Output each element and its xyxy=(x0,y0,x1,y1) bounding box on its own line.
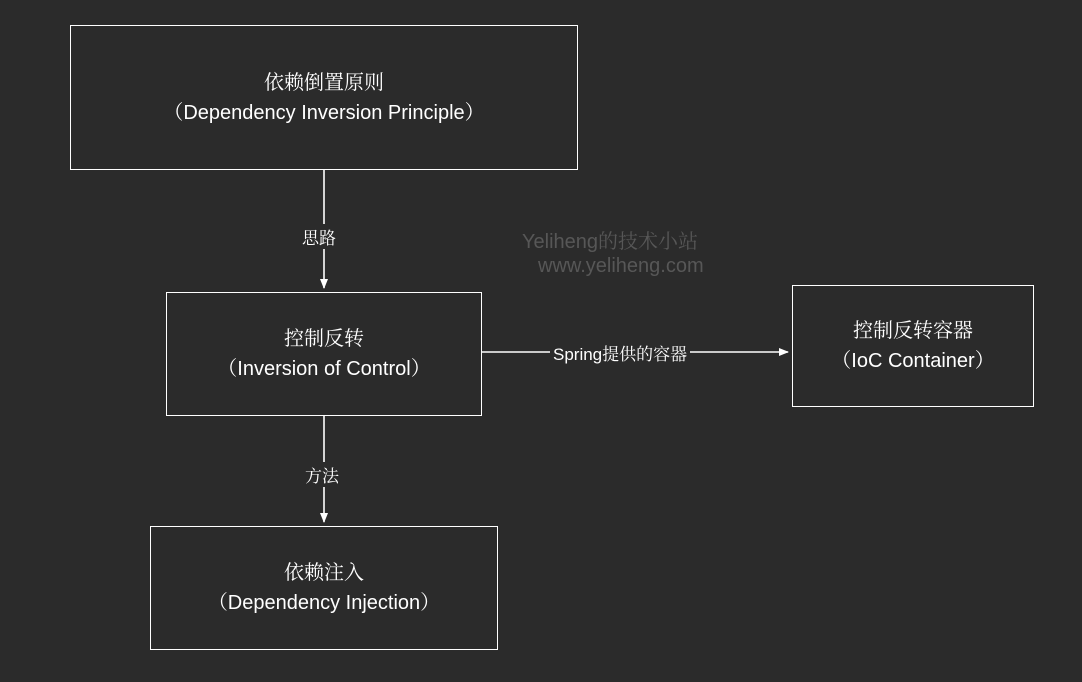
node-title-line1: 控制反转容器 xyxy=(853,320,973,342)
node-title-line2: （Dependency Inversion Principle） xyxy=(163,101,485,124)
node-inversion-of-control xyxy=(166,292,482,416)
node-title-line2: （Dependency Injection） xyxy=(207,592,441,614)
node-title-line1: 依赖注入 xyxy=(284,562,364,584)
watermark-site-url: www.yeliheng.com xyxy=(538,255,704,277)
watermark-site-name: Yeliheng的技术小站 xyxy=(522,231,699,253)
node-dependency-inversion-principle xyxy=(70,25,578,170)
node-ioc-container xyxy=(792,285,1034,407)
node-title-line1: 控制反转 xyxy=(284,328,364,350)
node-title-line1: 依赖倒置原则 xyxy=(264,71,384,94)
node-dependency-injection xyxy=(150,526,498,650)
edge-label-ioc-to-container: Spring提供的容器 xyxy=(550,340,690,365)
edge-label-ioc-to-di: 方法 xyxy=(302,462,342,487)
node-title-line2: （IoC Container） xyxy=(831,350,995,372)
edge-label-dip-to-ioc: 思路 xyxy=(299,224,339,249)
node-title-line2: （Inversion of Control） xyxy=(217,358,431,380)
